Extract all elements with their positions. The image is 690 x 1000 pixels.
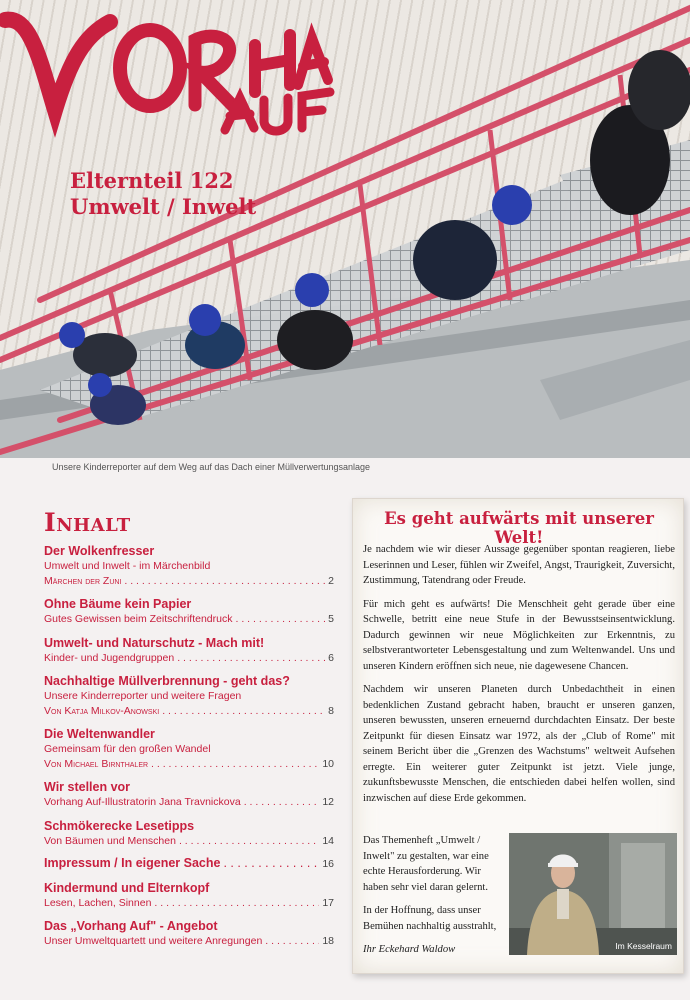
toc-line xyxy=(44,856,334,872)
toc-subtitle: Lesen, Lachen, Sinnen xyxy=(44,896,152,909)
toc-entry xyxy=(44,726,334,771)
toc-line xyxy=(44,612,334,627)
toc-page-number: 6 xyxy=(328,651,334,664)
toc-line xyxy=(44,834,334,849)
toc-line xyxy=(44,742,334,757)
toc-subtitle: Gemeinsam für den großen Wandel xyxy=(44,743,211,755)
issue-heading xyxy=(70,168,256,220)
toc-line xyxy=(44,704,334,719)
toc-page-number: 17 xyxy=(322,896,334,909)
toc-author: Märchen der Zuni xyxy=(44,574,122,587)
toc-line xyxy=(44,651,334,666)
toc-page-number: 8 xyxy=(328,704,334,717)
toc-title: Inhalt xyxy=(44,508,131,537)
toc-page-number: 2 xyxy=(328,574,334,587)
table-of-contents xyxy=(44,508,334,957)
signature: Ihr Eckehard Waldow xyxy=(363,944,456,955)
toc-subtitle: Gutes Gewissen beim Zeitschriftendruck xyxy=(44,613,233,625)
toc-leader xyxy=(124,574,325,589)
toc-line xyxy=(44,689,334,704)
toc-entry-title: Ohne Bäume kein Papier xyxy=(44,597,192,611)
editorial-closing xyxy=(363,833,505,966)
toc-entry xyxy=(44,856,334,872)
toc-author: Von Michael Birnthaler xyxy=(44,757,149,770)
toc-entry-title: Impressum / In eigener Sache xyxy=(44,856,221,870)
toc-page-number: 16 xyxy=(322,858,334,870)
toc-page-number: 10 xyxy=(322,757,334,770)
cover-photo xyxy=(0,0,690,458)
toc-entry xyxy=(44,543,334,588)
toc-entry xyxy=(44,635,334,666)
toc-line xyxy=(44,757,334,772)
vorhang-auf-logo xyxy=(0,0,340,140)
editorial-paragraph: Je nachdem wie wir dieser Aussage gegenüber spontan reagieren, liebe Leserinnen und Leser, fühlen wir Zweifel, Angst, Traurigkeit, Zuversicht, Zustimmung, Tatendrang oder Freude. xyxy=(363,544,675,586)
toc-entry xyxy=(44,673,334,718)
toc-subtitle: Von Bäumen und Menschen xyxy=(44,834,176,847)
toc-page-number: 12 xyxy=(322,796,334,808)
toc-entry-title: Umwelt- und Naturschutz - Mach mit! xyxy=(44,635,265,650)
toc-entry-title: Der Wolkenfresser xyxy=(44,544,155,558)
toc-entry-title: Das „Vorhang Auf" - Angebot xyxy=(44,919,218,933)
toc-leader xyxy=(265,934,319,949)
editorial-box xyxy=(352,498,684,974)
toc-leader xyxy=(244,795,320,810)
toc-line xyxy=(44,574,334,589)
author-photo xyxy=(509,833,677,955)
toc-page-number: 18 xyxy=(322,935,334,947)
toc-subtitle: Vorhang Auf-Illustratorin Jana Travnickova xyxy=(44,796,241,808)
toc-page-number: 14 xyxy=(322,834,334,847)
toc-leader xyxy=(223,856,319,871)
editorial-title: Es geht aufwärts mit unserer Welt! xyxy=(384,509,654,547)
toc-subtitle: Unsere Kinderreporter und weitere Fragen xyxy=(44,690,242,702)
author-photo-caption: Im Kesselraum xyxy=(615,941,672,951)
toc-line xyxy=(44,934,334,949)
toc-leader xyxy=(162,704,325,719)
toc-entries xyxy=(44,543,334,949)
issue-line: Elternteil 122 xyxy=(70,168,234,193)
toc-entry-title: Kindermund und Elternkopf xyxy=(44,880,210,895)
toc-subtitle: Unser Umweltquartett und weitere Anregungen xyxy=(44,935,263,947)
toc-entry xyxy=(44,918,334,949)
toc-subtitle: Umwelt und Inwelt - im Märchenbild xyxy=(44,560,211,572)
toc-author: Von Katja Milkov-Anowski xyxy=(44,704,160,717)
topic-line: Umwelt / Inwelt xyxy=(70,194,257,219)
toc-entry xyxy=(44,596,334,627)
photo-caption: Unsere Kinderreporter auf dem Weg auf das Dach einer Müllverwertungsanlage xyxy=(52,462,371,472)
editorial-text xyxy=(363,542,675,814)
editorial-paragraph: Für mich geht es aufwärts! Die Menschheit geht gerade über eine Schwelle, betritt eine neue Stufe in der Bewusstseinsentwicklung. Dadurch gewinnen wir neue Möglichkeiten zur Erkenntnis, zu selbstverantworteter Lebensgestaltung und zum Weltenwandel. Uns und unseren Kindern eröffnen sich neue, nie dagewesene Chancen. xyxy=(363,598,675,672)
toc-entry-title: Nachhaltige Müllverbrennung - geht das? xyxy=(44,674,290,688)
toc-page-number: 5 xyxy=(328,613,334,625)
toc-entry-title: Die Weltenwandler xyxy=(44,727,155,741)
editorial-paragraph: Nachdem wir unseren Planeten durch Unbedachtheit in einen bedenklichen Zustand gebracht haben, braucht er unseren ganzen, unseren bewussten, unseren erneuernd durchdachten Einsatz. Der beste Zeitpunkt für diesen Einsatz war 1972, als der „Club of Rome" mit seinem Bericht über die „Grenzen des Wachstums" weltweit Aufsehen erregte. Ein weiterer guter Zeitpunkt ist jetzt. Viele junge, zukunftsbewusste Menschen, die entschieden dabei helfen wollen, sind inzwischen auf diese Erde gekommen. xyxy=(363,684,675,804)
toc-leader xyxy=(151,757,319,772)
toc-entry-title: Schmökerecke Lesetipps xyxy=(44,818,195,833)
author-portrait xyxy=(509,833,677,955)
toc-leader xyxy=(236,612,326,627)
toc-entry xyxy=(44,779,334,810)
closing-paragraph: In der Hoffnung, dass unser Bemühen nachhaltig ausstrahlt, xyxy=(363,905,497,932)
closing-paragraph: Das Themenheft „Umwelt / Inwelt" zu gestalten, war eine echte Herausforderung. Wir haben sehr viel daran gelernt. xyxy=(363,835,489,893)
toc-line xyxy=(44,795,334,810)
toc-line xyxy=(44,559,334,574)
toc-entry xyxy=(44,880,334,911)
toc-line xyxy=(44,896,334,911)
toc-leader xyxy=(177,651,325,666)
toc-entry-title: Wir stellen vor xyxy=(44,780,131,794)
toc-leader xyxy=(154,896,319,911)
toc-subtitle: Kinder- und Jugendgruppen xyxy=(44,651,175,664)
toc-leader xyxy=(179,834,319,849)
toc-entry xyxy=(44,818,334,849)
